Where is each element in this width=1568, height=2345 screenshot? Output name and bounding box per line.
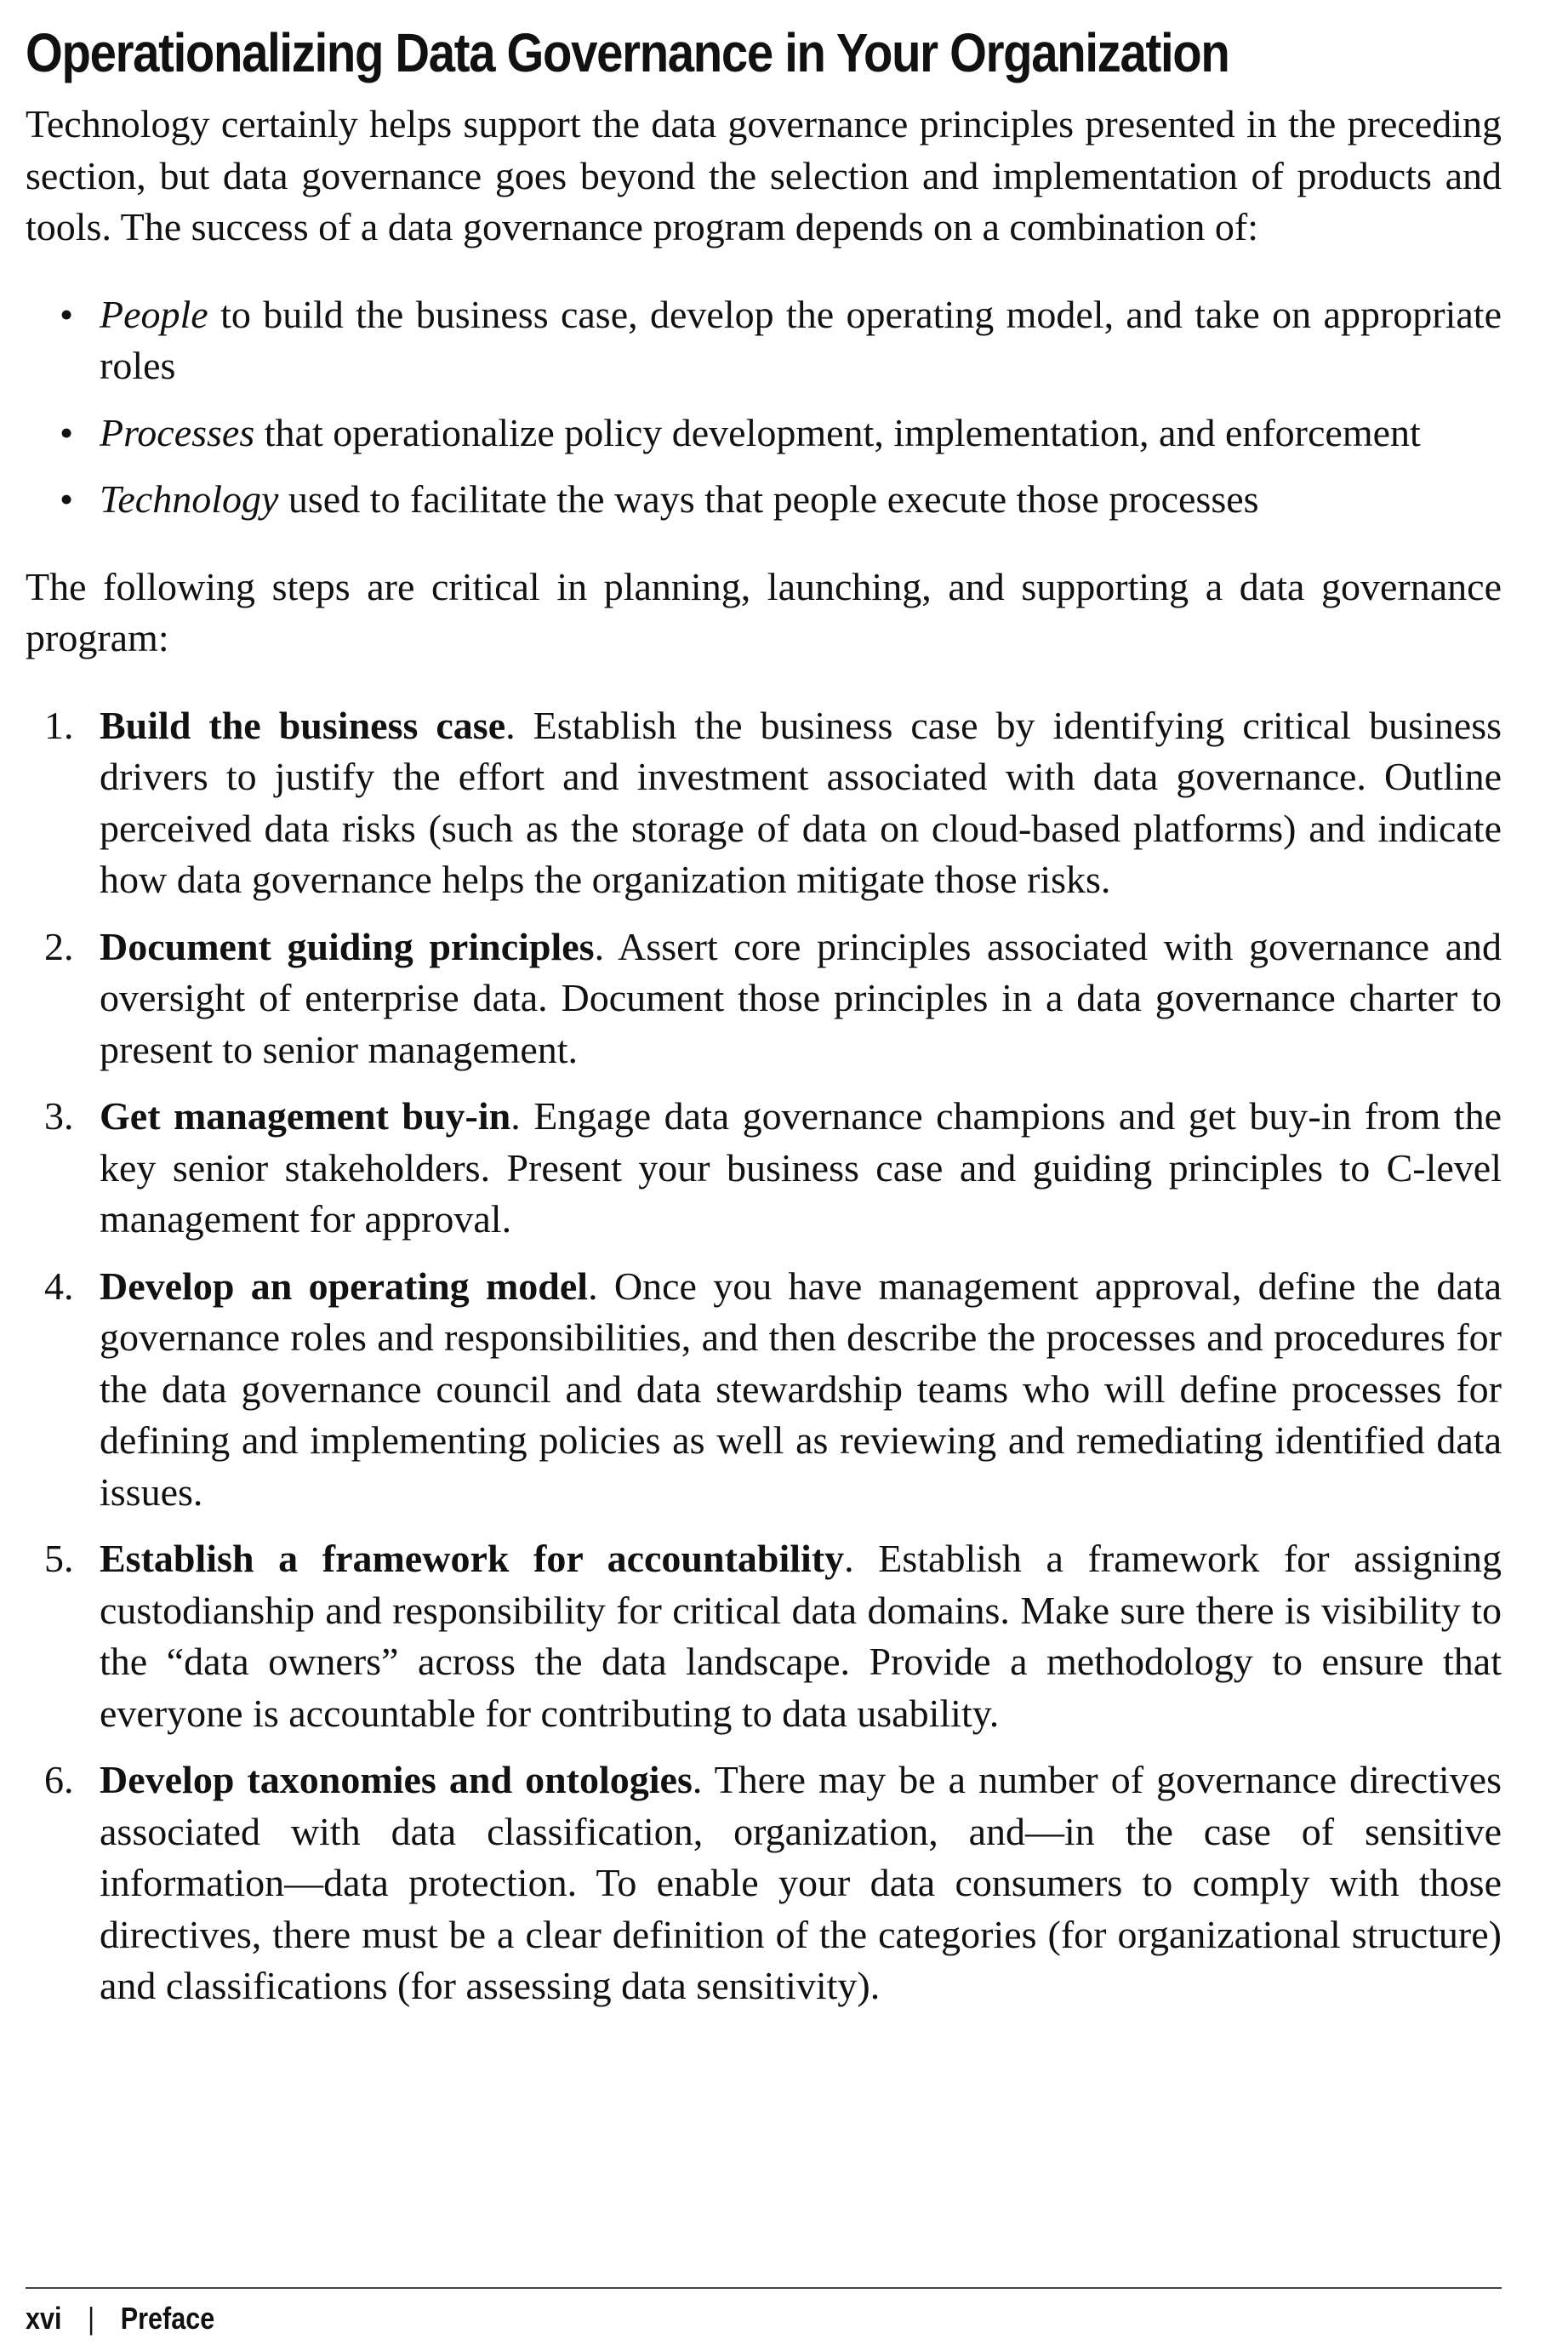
section-heading: Operationalizing Data Governance in Your Organization [26, 22, 1229, 83]
steps-intro-paragraph: The following steps are critical in planning, launching, and supporting a data governance program: [26, 564, 1502, 659]
step-title: Document guiding principles [100, 924, 595, 968]
footer-divider [26, 2287, 1502, 2289]
step-title: Get management buy-in [100, 1094, 511, 1138]
footer-separator: | [88, 2301, 95, 2336]
step-title: Establish a framework for accountability [100, 1537, 845, 1580]
step-number: 4. [44, 1264, 74, 1308]
bullet-text: to build the business case, develop the operating model, and take on appropriate roles [100, 292, 1502, 387]
step-item [26, 1754, 1502, 2012]
step-number: 3. [44, 1094, 74, 1138]
step-text: . Establish the business case by identifying critical business drivers to justify the effort and investment associated with data governance. Outline perceived data risks (such as the storage of data on cloud-based platforms) and indicate how data governance helps the organization mitigate those risks. [100, 703, 1502, 901]
bullet-icon: • [60, 477, 74, 521]
step-item [26, 1261, 1502, 1519]
bullet-term: Technology [100, 477, 279, 521]
step-text: . Engage data governance champions and get buy-in from the key senior stakeholders. Present your business case and guiding principles to C-level management for approval. [100, 1094, 1502, 1241]
step-title: Develop taxonomies and ontologies [100, 1758, 693, 1801]
page-content [26, 15, 1502, 2028]
bullet-term: Processes [100, 410, 255, 454]
page-number: xvi [26, 2301, 62, 2336]
step-item [26, 700, 1502, 906]
bullet-item-technology [26, 474, 1502, 526]
step-number: 1. [44, 703, 74, 747]
step-item [26, 1091, 1502, 1246]
step-text: . Establish a framework for assigning custodianship and responsibility for critical data domains. Make sure there is visibility to the “data owners” across the data landscape. Provide a methodology to ensure that everyone is accountable for contributing to data usability. [100, 1537, 1502, 1735]
running-head: Preface [120, 2301, 215, 2336]
intro-paragraph: Technology certainly helps support the data governance principles presented in the preceding section, but data governance goes beyond the selection and implementation of products and tools. The success of a data governance program depends on a combination of: [26, 102, 1502, 248]
bullet-text: that operationalize policy development, implementation, and enforcement [254, 410, 1421, 454]
bullet-item-people [26, 289, 1502, 392]
steps-list [26, 700, 1502, 2012]
bullet-list [26, 289, 1502, 526]
step-item [26, 921, 1502, 1076]
step-title: Build the business case [100, 703, 506, 747]
step-title: Develop an operating model [100, 1264, 589, 1308]
body-text [26, 99, 1502, 2012]
step-number: 6. [44, 1758, 74, 1801]
step-text: . Assert core principles associated with governance and oversight of enterprise data. Document those principles in a data governance charter to present to senior management. [100, 924, 1502, 1071]
step-number: 2. [44, 924, 74, 968]
bullet-icon: • [60, 292, 74, 336]
step-item [26, 1533, 1502, 1739]
bullet-icon: • [60, 410, 74, 454]
step-text: . Once you have management approval, define the data governance roles and responsibilities, and then describe the processes and procedures for the data governance council and data stewardship teams who will define processes for defining and implementing policies as well as reviewing and remediating identified data issues. [100, 1264, 1502, 1514]
bullet-item-processes [26, 408, 1502, 459]
step-number: 5. [44, 1537, 74, 1580]
page-footer [26, 2297, 214, 2340]
bullet-text: used to facilitate the ways that people execute those processes [278, 477, 1259, 521]
bullet-term: People [100, 292, 208, 336]
step-text: . There may be a number of governance directives associated with data classification, organization, and—in the case of sensitive information—data protection. To enable your data consumers to comply with those directives, there must be a clear definition of the categories (for organizational structure) and classifications (for assessing data sensitivity). [100, 1758, 1502, 2007]
